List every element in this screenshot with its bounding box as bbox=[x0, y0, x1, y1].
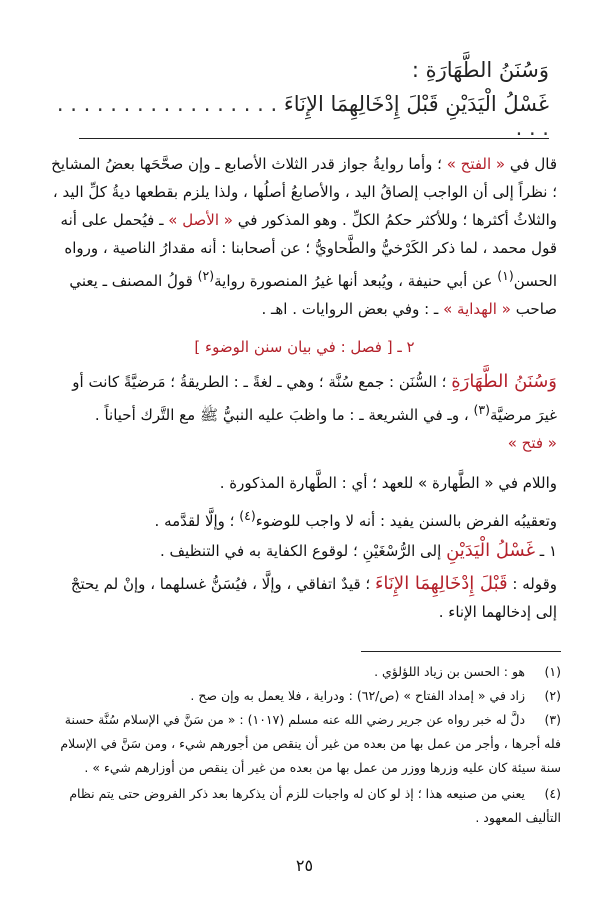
para2-text-a: ؛ السُّنَن : جمع سُنَّة ؛ وهي ـ لغةً ـ : الطريقةُ ؛ مَرضيَّةً كانت أو غيرَ مرضيَّة bbox=[72, 373, 557, 424]
page-number: ٢٥ bbox=[295, 856, 314, 875]
matn-line-1 bbox=[48, 58, 549, 82]
paragraph-commentary-3: واللام في « الطَّهارة » للعهد ؛ أي : الطَّهارة المذكورة . bbox=[219, 474, 557, 492]
para4-text-b: ؛ وإلَّا لقدَّمه . bbox=[154, 512, 235, 530]
para2-text-b: ، وـ في الشريعة ـ : ما واظبَ عليه النبيُّ ﷺ مع التَّرك أحياناً . bbox=[94, 406, 469, 424]
paragraph-commentary-2 bbox=[48, 368, 557, 457]
item-number: ١ ـ bbox=[539, 542, 557, 560]
para5-text: إلى الرُّسْغَيْنِ ؛ لوقوع الكفاية به في التنظيف . bbox=[159, 542, 442, 560]
para1-text-d: عن أبي حنيفة ، ويُبعد أنها غيرُ المنصورة رواية bbox=[214, 272, 493, 290]
para1-text-a: قال في bbox=[509, 155, 557, 173]
footnote-ref-3[interactable]: (٣) bbox=[473, 402, 490, 417]
footnote-4 bbox=[48, 782, 561, 830]
ref-hidaya: « الهداية » bbox=[443, 300, 511, 318]
matn-dots: . . . . . . . . . . . . . . . . . . . . bbox=[56, 92, 549, 140]
footnote-2 bbox=[48, 684, 561, 708]
paragraph-commentary-4 bbox=[48, 502, 557, 535]
footnote-1 bbox=[48, 660, 561, 684]
paragraph-commentary-1 bbox=[48, 150, 557, 323]
footnote-ref-1[interactable]: (١) bbox=[497, 268, 514, 283]
ref-fath: « الفتح » bbox=[446, 155, 506, 173]
section-heading: ٢ ـ [ فصل : في بيان سنن الوضوء ] bbox=[194, 338, 415, 356]
footnote-ref-2[interactable]: (٢) bbox=[197, 268, 215, 283]
top-divider bbox=[79, 138, 549, 139]
para1-text-f: ـ : وفي بعض الروايات . اهـ . bbox=[261, 300, 439, 318]
para1-text-b: ؛ وأما روايةُ جواز قدر الثلاث الأصابع ـ وإن صحَّحَها بعضُ المشايخ ؛ نظراً إلى أن الواجب إلصاقُ اليد ، والأصابعُ أصلُها ، ولذا يلزم بقطعها ديةُ كلِّ اليد ، والثلاثُ أكثرها ؛ وللأكثر حكمُ الكلِّ . وهو المذكور في bbox=[51, 155, 557, 229]
para6-text-a: وقوله : bbox=[512, 575, 557, 593]
para1-text-e: قولُ المصنف ـ يعني صاحب bbox=[69, 272, 557, 318]
footnote-text: زاد في « إمداد الفتاح » (ص/٦٢) : ودراية ، فلا يعمل به وإن صح . bbox=[190, 688, 526, 703]
matn-title: وَسُنَنُ الطَّهَارَةِ : bbox=[411, 58, 549, 82]
para6-text-b: ؛ قيدٌ اتفاقي ، وإلَّا ، فيُسَنُّ غسلهما ، وإنْ لم يحتجْ إلى إدخالهما الإناء . bbox=[70, 575, 557, 621]
matn-term-sunan: وَسُنَنُ الطَّهَارَةِ bbox=[451, 371, 557, 392]
matn-text: غَسْلُ الْيَدَيْنِ قَبْلَ إِدْخَالِهِمَا الإِنَاءَ bbox=[283, 92, 549, 116]
para4-text-a: وتعقيبُه الفرض بالسنن يفيد : أنه لا واجب للوضوء bbox=[255, 512, 557, 530]
matn-term-ghasl: غَسْلُ الْيَدَيْنِ bbox=[446, 540, 535, 561]
footnote-3 bbox=[48, 708, 561, 780]
matn-term-qabl: قَبْلَ إِدْخَالِهِمَا الإِنَاءَ bbox=[374, 573, 508, 594]
paragraph-commentary-6 bbox=[48, 570, 557, 626]
paragraph-commentary-5 bbox=[48, 537, 557, 565]
footnote-text: دلَّ له خبر رواه عن جرير رضي الله عنه مسلم (١٠١٧) : « من سَنَّ في الإسلام سُنَّة حسنة فله أجرها ، وأجر من عمل بها من بعده من غير أن ينقص من أجورهم شيء ، ومن سَنَّ في الإسلام سنة سيئة كان عليه وزرها ووزر من عمل بها من بعده من غير أن ينقص من أوزارهم شيء » . bbox=[60, 712, 561, 775]
footnote-number: (٢) bbox=[544, 688, 561, 703]
footnote-text: يعني من صنيعه هذا ؛ إذ لو كان له واجبات للزم أن يذكرها بعد ذكر الفروض حتى يتم نظام التأليف المعهود . bbox=[69, 786, 561, 825]
footnote-number: (٣) bbox=[544, 712, 561, 727]
para1-text-c: ـ فيُحمل على أنه قول محمد ، لما ذكر الكَرْخيُّ والطَّحاويُّ ؛ عن أصحابنا : أنه مقدارُ الناصية ، ورواه الحسن bbox=[60, 211, 557, 290]
footnote-number: (١) bbox=[544, 664, 561, 679]
ref-asl: « الأصل » bbox=[168, 211, 233, 229]
footnote-divider bbox=[361, 651, 561, 652]
matn-line-2 bbox=[48, 92, 549, 140]
footnote-number: (٤) bbox=[544, 786, 561, 801]
footnote-ref-4[interactable]: (٤) bbox=[239, 508, 256, 523]
ref-fath-2: « فتح » bbox=[507, 434, 557, 452]
footnote-text: هو : الحسن بن زياد اللؤلؤي . bbox=[374, 664, 526, 679]
